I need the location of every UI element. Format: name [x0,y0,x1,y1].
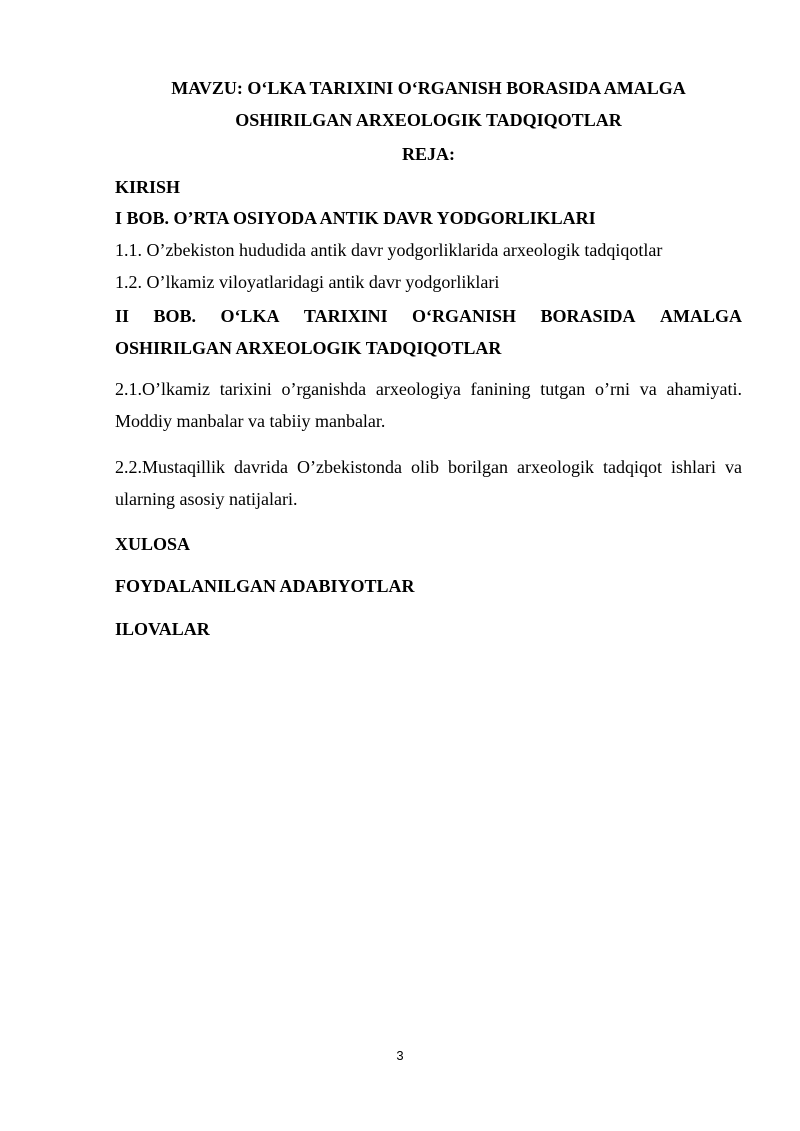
section-2-2-word: arxeologik [516,457,594,477]
section-2-1-word: o’rni [595,379,631,399]
section-2-2-word: olib [410,457,439,477]
section-2-2-word: va [724,457,742,477]
section-2-2-word: ishlari [670,457,716,477]
section-2-1-word: tutgan [540,379,586,399]
section-1-2: 1.2. O’lkamiz viloyatlaridagi antik davr yodgorliklari [115,272,500,292]
bibliography-heading: FOYDALANILGAN ADABIYOTLAR [115,576,415,596]
section-2-1-word: ahamiyati. [666,379,742,399]
chapter-1-heading: I BOB. O’RTA OSIYODA ANTIK DAVR YODGORLIKLARI [115,208,596,228]
section-2-2-word: 2.2.Mustaqillik [115,457,226,477]
plan-heading: REJA: [402,144,455,164]
chapter-2-word: II [115,306,130,326]
section-2-2-line-1 [115,455,742,479]
chapter-2-heading-line-1 [115,304,742,328]
section-2-1-word: tarixini [219,379,272,399]
section-1-1: 1.1. O’zbekiston hududida antik davr yodgorliklarida arxeologik tadqiqotlar [115,240,663,260]
section-2-2-word: O’zbekistonda [297,457,402,477]
section-2-2-word: borilgan [447,457,508,477]
chapter-2-word: AMALGA [660,306,742,326]
chapter-2-word: BORASIDA [540,306,636,326]
title-line-2: OSHIRILGAN ARXEOLOGIK TADQIQOTLAR [235,110,622,130]
section-2-1-word: va [639,379,657,399]
section-2-2-word: tadqiqot [602,457,662,477]
chapter-2-word: TARIXINI [303,306,388,326]
section-2-1-word: 2.1.O’lkamiz [115,379,210,399]
chapter-2-word: O‘LKA [220,306,280,326]
appendices-heading: ILOVALAR [115,619,210,639]
chapter-2-heading-line-2: OSHIRILGAN ARXEOLOGIK TADQIQOTLAR [115,338,502,358]
intro-heading: KIRISH [115,177,181,197]
section-2-2-line-2: ularning asosiy natijalari. [115,489,298,509]
chapter-2-word: BOB. [153,306,196,326]
section-2-1-word: o’rganishda [281,379,367,399]
section-2-1-line-2: Moddiy manbalar va tabiiy manbalar. [115,411,386,431]
section-2-1-word: fanining [470,379,531,399]
document-page [115,0,742,1131]
section-2-2-word: davrida [234,457,288,477]
chapter-2-word: O‘RGANISH [412,306,517,326]
conclusion-heading: XULOSA [115,534,191,554]
section-2-1-line-1 [115,377,742,401]
title-line-1: MAVZU: O‘LKA TARIXINI O‘RGANISH BORASIDA AMALGA [171,78,686,98]
page-number: 3 [396,1048,404,1063]
section-2-1-word: arxeologiya [375,379,461,399]
